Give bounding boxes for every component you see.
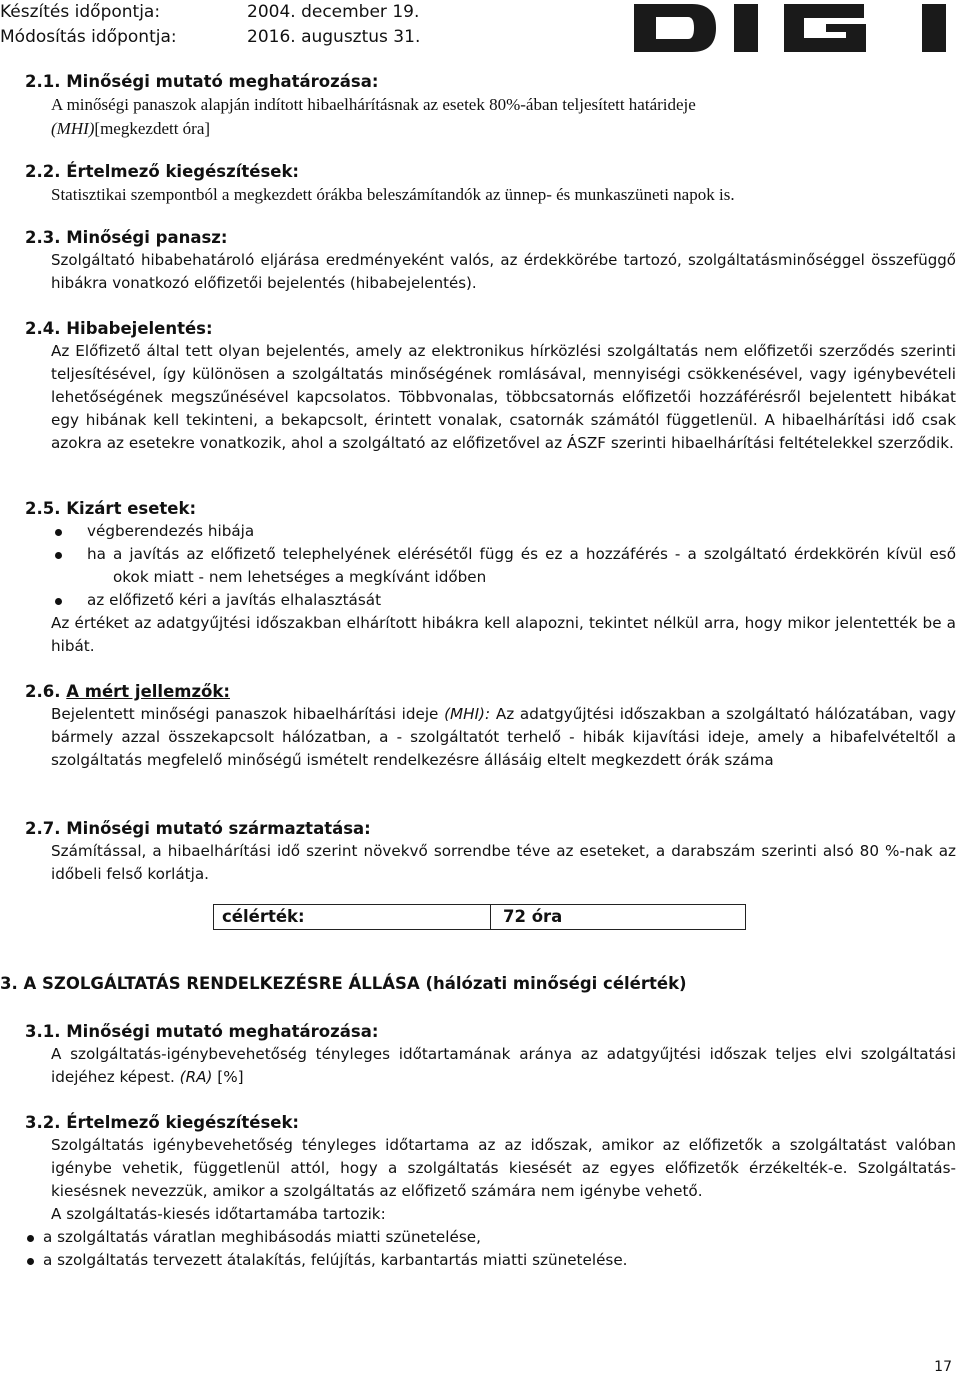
section-heading: [25, 70, 956, 93]
section-2-7: [25, 817, 956, 886]
section-title: Hibabejelentés:: [66, 319, 213, 338]
section-number: 3.2.: [25, 1113, 61, 1132]
text-part: [megkezdett óra]: [94, 119, 211, 138]
target-label: célérték:: [214, 905, 491, 929]
section-2-4: [25, 317, 956, 455]
text-part: Az adatgyűjtési időszakban a szolgáltató hálózatában, vagy bármely azzal összekapcsolt hálózatban, a - szolgáltatót terhelő - hibák kijavítási ideje, amely a hibafelvételtől a szolgáltatás megfelelő minőségű ismételt rendelkezésre állásáig eltelt megkezdett órák száma: [51, 705, 956, 769]
section-number: 2.6.: [25, 682, 61, 701]
section-number: 2.7.: [25, 819, 61, 838]
excluded-cases-list: [25, 520, 956, 612]
section-number: 3.1.: [25, 1022, 61, 1041]
outage-list: [25, 1226, 956, 1272]
section-title: Minőségi panasz:: [66, 228, 228, 247]
created-value: 2004. december 19.: [247, 2, 420, 22]
section-2-6: [25, 680, 956, 772]
list-item: ha a javítás az előfizető telephelyének elérésétől függ és ez a hozzáférés - a szolgáltató érdekkörén kívül eső okok miatt - nem lehetséges a megkívánt időben: [25, 543, 956, 589]
section-heading: [25, 1111, 956, 1134]
section-heading: [25, 317, 956, 340]
section-2-2: [25, 160, 956, 207]
italic-abbrev: (MHI): [51, 119, 95, 138]
list-item: a szolgáltatás váratlan meghibásodás miatti szünetelése,: [25, 1226, 956, 1249]
section-title: A mért jellemzők:: [66, 682, 230, 701]
section-3-1: [25, 1020, 956, 1089]
chapter-3-title: 3. A SZOLGÁLTATÁS RENDELKEZÉSRE ÁLLÁSA (hálózati minőségi célérték): [0, 974, 687, 993]
list-intro: A szolgáltatás-kiesés időtartamába tartozik:: [51, 1205, 386, 1223]
section-heading: [25, 160, 956, 183]
section-text: [51, 1043, 956, 1089]
section-title: Minőségi mutató meghatározása:: [66, 72, 379, 91]
section-heading: [25, 680, 956, 703]
section-3-2: [25, 1111, 956, 1272]
section-heading: [25, 226, 956, 249]
section-heading: [25, 1020, 956, 1043]
section-number: 2.4.: [25, 319, 61, 338]
text-part: Bejelentett minőségi panaszok hibaelhárítási ideje: [51, 705, 439, 723]
section-number: 2.2.: [25, 162, 61, 181]
section-heading: [25, 497, 956, 520]
created-label: Készítés időpontja:: [0, 2, 161, 22]
section-title: Kizárt esetek:: [66, 499, 197, 518]
section-number: 2.1.: [25, 72, 61, 91]
section-2-5: [25, 497, 956, 658]
text-part: [%]: [217, 1068, 244, 1086]
list-item: az előfizető kéri a javítás elhalasztását: [25, 589, 956, 612]
text-part: A minőségi panaszok alapján indított hibaelhárításnak az esetek 80%-ában teljesített határideje: [51, 95, 696, 114]
section-text: [51, 93, 956, 141]
digi-logo: [634, 2, 948, 58]
text-part: A szolgáltatás-igénybevehetőség tényleges időtartamának aránya az adatgyűjtési időszak teljes elvi szolgáltatási idejéhez képest.: [51, 1045, 956, 1086]
section-title: Értelmező kiegészítések:: [66, 1113, 300, 1132]
section-text: Szolgáltató hibabehatároló eljárása eredményeként valós, az érdekkörébe tartozó, szolgáltatásminőséggel összefüggő hibákra vonatkozó előfizetői bejelentés (hibabejelentés).: [51, 251, 956, 292]
section-text: Szolgáltatás igénybevehetőség tényleges időtartama az az időszak, amikor az előfizetők a szolgáltatást valóban igénybe vehetik, függetlenül attól, hogy a szolgáltatás kiesését az egyes előfizetők érzékelték-e. Szolgáltatás-kiesésnek nevezzük, amikor a szolgáltatás az előfizető számára nem igénybe vehető.: [51, 1136, 956, 1200]
target-value: 72 óra: [503, 907, 563, 926]
section-text: Statisztikai szempontból a megkezdett órákba beleszámítandók az ünnep- és munkaszüneti napok is.: [51, 185, 735, 204]
section-text: Az Előfizető által tett olyan bejelentés, amely az elektronikus hírközlési szolgáltatás nem előfizetői szerződés szerinti teljesítésével, így különösen a szolgáltatás minőségének romlásával, mennyiségi csökkenésével, vagy igénybevételi lehetőségének megszűnésével kapcsolatos. Többvonalas, többcsatornás előfizetői hozzáférésről bejelentett hibákat egy hibának kell tekinteni, a bekapcsolt, érintett vonalak, csatornák számától függetlenül. A hibaelhárítási idő csak azokra az esetekre vonatkozik, ahol a szolgáltató az előfizetővel az ÁSZF szerinti hibaelhárítási feltételekkel szerződik.: [51, 342, 956, 452]
page-number: 17: [934, 1359, 952, 1375]
section-title: Értelmező kiegészítések:: [66, 162, 300, 181]
italic-abbrev: (RA): [179, 1068, 213, 1086]
section-number: 2.5.: [25, 499, 61, 518]
section-heading: [25, 817, 956, 840]
italic-abbrev: (MHI):: [444, 705, 491, 723]
section-text: Számítással, a hibaelhárítási idő szerint növekvő sorrendbe téve az eseteket, a darabszám szerinti alsó 80 %-nak az időbeli felső korlátja.: [51, 842, 956, 883]
section-title: Minőségi mutató meghatározása:: [66, 1022, 379, 1041]
modified-label: Módosítás időpontja:: [0, 27, 177, 47]
section-text: [51, 703, 956, 772]
list-item: a szolgáltatás tervezett átalakítás, felújítás, karbantartás miatti szünetelése.: [25, 1249, 956, 1272]
section-title: Minőségi mutató származtatása:: [66, 819, 371, 838]
section-2-3: [25, 226, 956, 295]
section-number: 2.3.: [25, 228, 61, 247]
list-item: végberendezés hibája: [25, 520, 956, 543]
section-2-1: [25, 70, 956, 141]
modified-value: 2016. augusztus 31.: [247, 27, 421, 47]
digi-logo-graphic: [634, 2, 948, 54]
section-text: Az értéket az adatgyűjtési időszakban elhárított hibákra kell alapozni, tekintet nélkül arra, hogy mikor jelentették be a hibát.: [51, 614, 956, 655]
target-value-table: [213, 904, 746, 930]
